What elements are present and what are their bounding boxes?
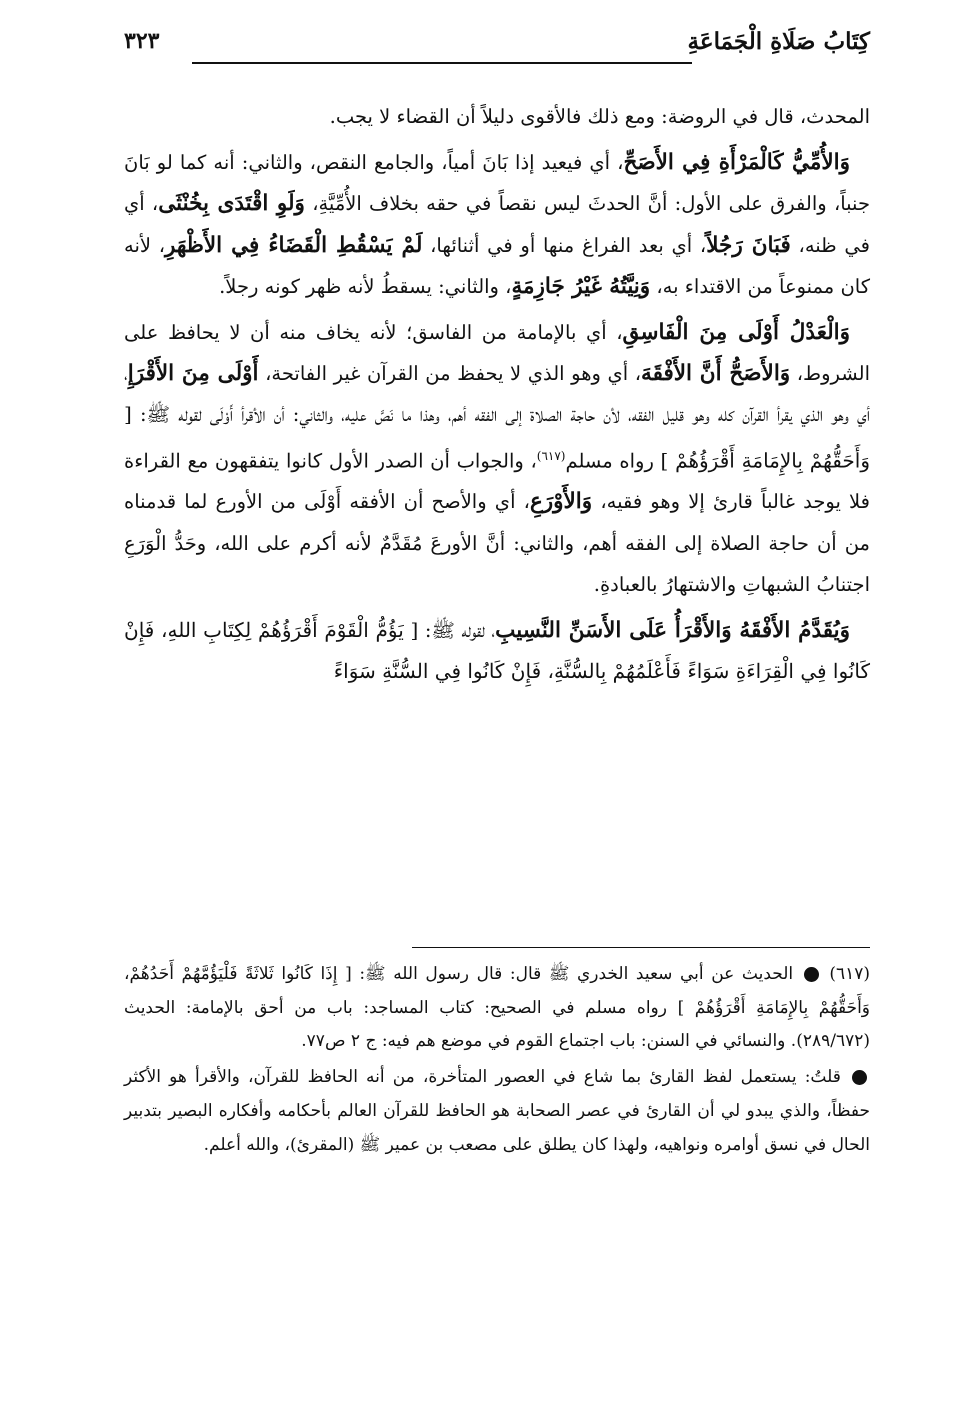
page-number: ٣٢٣ bbox=[124, 28, 160, 54]
sharh-text: ، أي بالإمامة من الفاسق؛ لأنه يخاف منه أن لا يحافظ على الشروط، bbox=[124, 321, 871, 386]
sharh-text: ، والجواب أن الصدر الأول كانوا يتفقهون مع القراءة فلا يوجد غالباً قارئ إلا وهو فقيه، bbox=[124, 449, 870, 514]
text-run: المحدث، قال في الروضة: ومع ذلك فالأقوى دليلاً أن القضاء لا يجب. bbox=[329, 105, 870, 128]
footnote-number: (٦١٧) bbox=[829, 964, 871, 984]
footnote-text: رواه مسلم في الصحيح: كتاب المساجد: باب من أحق بالإمامة: الحديث (٢٨٩/٦٧٢). والنسائي في السنن: باب اجتماع القوم في موضع هم فيه: ج ٢ ص٧٧. bbox=[124, 997, 870, 1052]
paragraph-3 bbox=[124, 312, 870, 605]
sharh-text: ، لقوله ﷺ: bbox=[424, 618, 496, 642]
sharh-text: ، أي وهو الذي لا يحفظ من القرآن غير الفاتحة، bbox=[265, 362, 642, 386]
header-rule bbox=[192, 62, 692, 64]
matn-text: وَالْعَدْلُ أَوْلَى مِنَ الْفَاسِقِ bbox=[622, 320, 850, 346]
footnotes bbox=[124, 958, 870, 1164]
footnote-separator bbox=[412, 947, 870, 948]
sharh-text: ، والثاني: يسقطُ لأنه ظهر كونه رجلاً. bbox=[219, 274, 512, 298]
matn-text: وَالأُمِّيُّ كَالْمَرْأَةِ فِي الأَصَحِّ bbox=[623, 150, 850, 176]
footnote-text: الحديث عن أبي سعيد الخدري ﷺ قال: قال رسول الله ﷺ: bbox=[359, 964, 794, 984]
sharh-text: ، أي بعد الفراغ منها أو في أثنائها، bbox=[430, 233, 707, 257]
sharh-text: ، أي فيعيد إذا بَانَ أمياً، والجامع النقص، والثاني: أنه كما لو بَانَ جنباً، والفرق على الأول: أنَّ الحدثَ ليس نقصاً في حقه بخلاف الأُمِّيَّةِ، bbox=[124, 151, 870, 216]
sharh-text: رواه مسلم bbox=[565, 449, 661, 473]
footnote-text: قلتُ: يستعمل لفظ القارئ بما شاع في العصور المتأخرة، من أنه الحافظ للقرآن، والأقرأ هو الأكثر حفظاً، والذي يبدو لي أن القارئ في عصر الصحابة هو الحافظ للقرآن العالم بأحكامه وأفكاره البصير بتدبير الحال في نسق أوامره ونواهيه، ولهذا كان يطلق على مصعب بن عمير ﷺ (المقرئ)، والله أعلم. bbox=[124, 1067, 870, 1155]
sharh-text: ، أي والأصح أن الأفقه أَوْلَى من الأورع لما قدمناه من أن حاجة الصلاة إلى الفقه أهم، والثاني: أنَّ الأورعَ مُقَدَّمٌ لأنه أكرم على الله، وحَدُّ الْوَرَعِ اجتنابُ الشبهاتِ والاشتهارُ بالعبادةِ. bbox=[124, 490, 870, 596]
paragraph-2 bbox=[124, 142, 870, 307]
sharh-text: ، أي وهو الذي يقرأ القرآن كله وهو قليل الفقه، لأن حاجة الصلاة إلى الفقه أهم، وهذا ما نَصَّ عليه، والثاني: أن الأقرأ أَوْلَى لقوله ﷺ: bbox=[124, 362, 870, 427]
matn-text: لَمْ يَسْقُطِ الْقَضَاءُ فِي الأَظْهَرِ bbox=[165, 232, 423, 258]
matn-text: وَلَوِ اقْتَدَى بِخُنْثَى bbox=[158, 191, 305, 217]
footnote-ref[interactable]: (٦١٧) bbox=[536, 448, 566, 463]
circle-marker-icon bbox=[852, 1070, 867, 1085]
matn-text: وَالأَصَحُّ أَنَّ الأَفْقَهَ bbox=[641, 361, 791, 387]
page-header bbox=[124, 28, 870, 68]
hadith-quote: [ يَؤُمُّ الْقَوْمَ أَقْرَؤُهُمْ لِكِتَابِ اللهِ، فَإِنْ كَانُوا فِي الْقِرَاءَةِ سَوَاءً فَأَعْلَمُهُمْ بِالسُّنَّةِ، فَإِنْ كَانُوا فِي السُّنَّةِ سَوَاءً bbox=[124, 617, 870, 684]
hadith-quote: [ إِذَا كَانُوا ثَلاثَةً فَلْيَؤُمَّهُمْ أَحَدُهُمْ، وَأَحَقُّهُمْ بِالإِمَامَةِ أَقْرَؤُهُمْ ] bbox=[124, 964, 870, 1018]
footnote-note bbox=[124, 1061, 870, 1162]
circle-marker-icon bbox=[804, 967, 819, 982]
main-text bbox=[124, 96, 870, 697]
matn-text: وَنِيَّتُهُ غَيْرُ جَازِمَةٍ bbox=[511, 273, 651, 299]
matn-text: وَيُقَدَّمُ الأَفْقَهُ وَالأَقْرَأُ عَلَى الأَسَنِّ النَّسِيبِ bbox=[495, 617, 851, 643]
running-title: كِتَابُ صَلَاةِ الْجَمَاعَةِ bbox=[687, 28, 870, 55]
sharh-text: ، لأنه كان ممنوعاً من الاقتداء به، bbox=[124, 233, 870, 298]
sharh-text: ، أي في ظنه، bbox=[124, 192, 870, 257]
matn-text: وَالأَوْرَعِ bbox=[529, 489, 593, 515]
paragraph-1 bbox=[124, 96, 870, 137]
matn-text: فَبَانَ رَجُلاً bbox=[706, 232, 791, 258]
matn-text: أَوْلَى مِنَ الأَقْرَإِ bbox=[127, 361, 259, 387]
hadith-quote: [ وَأَحَقُّهُمْ بِالإِمَامَةِ أَقْرَؤُهُمْ ] bbox=[124, 402, 870, 473]
footnote-617 bbox=[124, 958, 870, 1059]
paragraph-4 bbox=[124, 610, 870, 692]
